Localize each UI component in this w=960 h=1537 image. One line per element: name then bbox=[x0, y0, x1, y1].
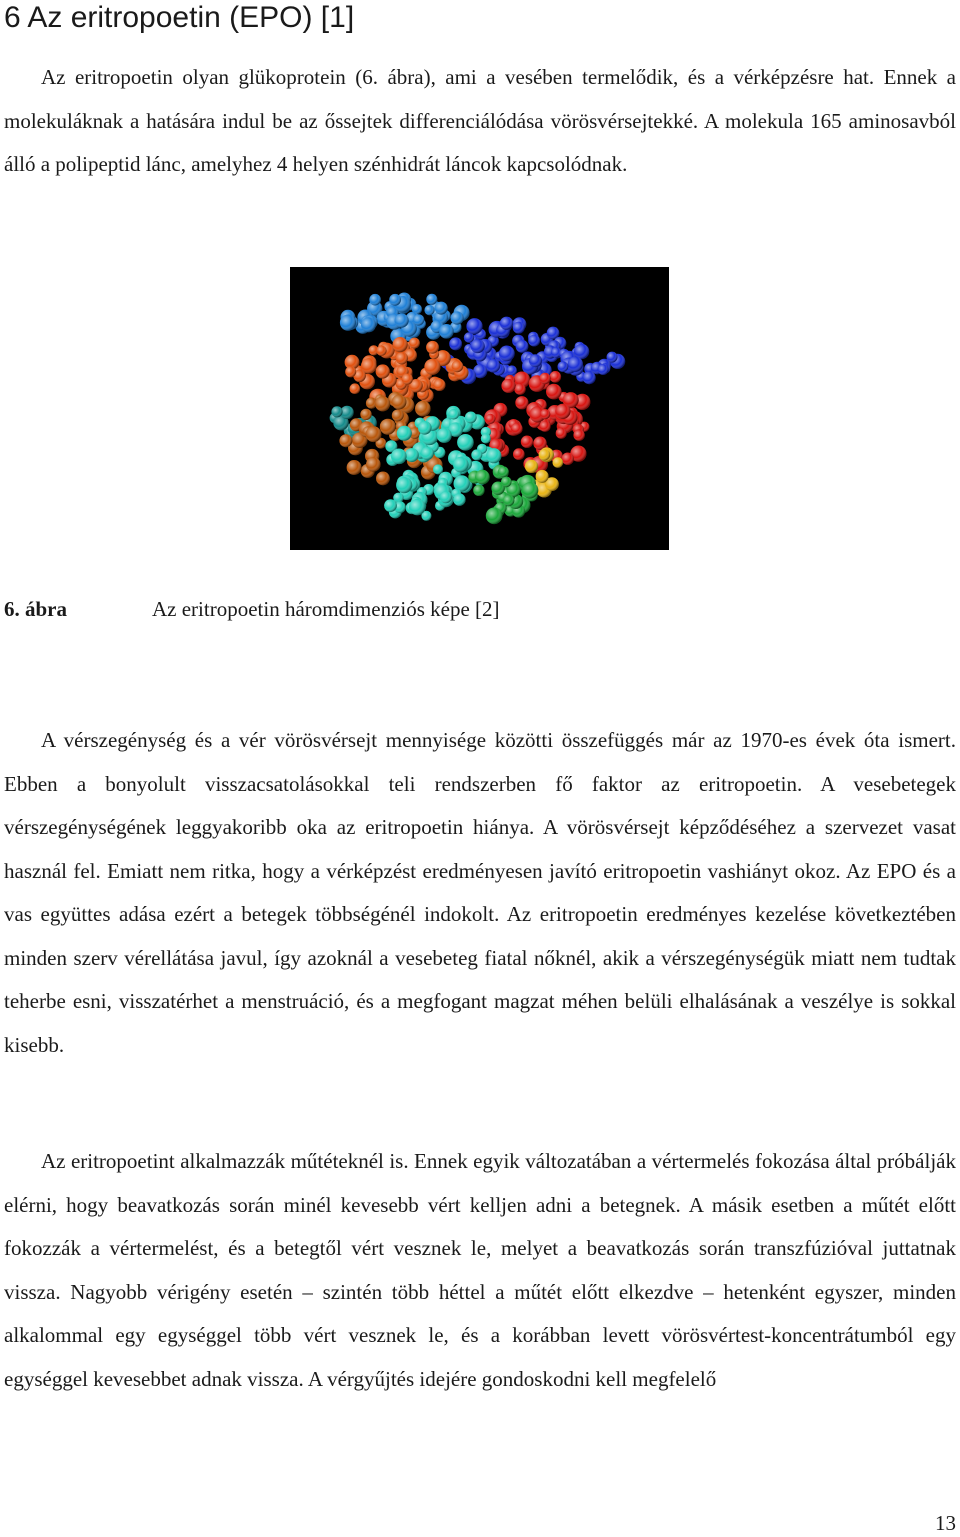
atom-highlight bbox=[409, 499, 425, 515]
atom-highlight bbox=[451, 311, 464, 324]
atom-highlight bbox=[507, 365, 517, 375]
atom-highlight bbox=[339, 434, 352, 447]
atom-highlight bbox=[486, 508, 503, 525]
atom-highlight bbox=[360, 409, 371, 420]
atom-highlight bbox=[453, 493, 465, 505]
atom-highlight bbox=[500, 317, 513, 330]
atom-highlight bbox=[375, 396, 390, 411]
atom-highlight bbox=[486, 448, 501, 463]
atom-highlight bbox=[345, 366, 356, 377]
atom-highlight bbox=[471, 339, 485, 353]
atom-highlight bbox=[466, 318, 482, 334]
atom-highlight bbox=[598, 364, 609, 375]
atom-highlight bbox=[513, 448, 525, 460]
atom-highlight bbox=[421, 447, 434, 460]
atom-highlight bbox=[396, 352, 408, 364]
atom-highlight bbox=[525, 460, 538, 473]
atom-highlight bbox=[331, 406, 342, 417]
atom-highlight bbox=[418, 421, 432, 435]
atom-highlight bbox=[516, 340, 529, 353]
atom-highlight bbox=[376, 472, 390, 486]
atom-highlight bbox=[513, 322, 525, 334]
atom-highlight bbox=[369, 294, 381, 306]
molecule-image bbox=[290, 267, 669, 550]
atom-highlight bbox=[449, 337, 462, 350]
atom-highlight bbox=[539, 449, 551, 461]
atom-highlight bbox=[384, 499, 397, 512]
atom-highlight bbox=[487, 359, 501, 373]
paragraph-anemia-text: A vérszegénység és a vér vörösvérsejt mennyisége közötti összefüggés már az 1970-es évek óta ismert. Ebben a bonyolult visszacsatolásokkal teli rendszerben fő faktor az eritropoetin. A vesebetegek vérszegénységének leggyakoribb oka az eritropoetin hiánya. A vörösvérsejt képződéséhez a szervezet vasat használ fel. Emiatt nem ritka, hogy a vérképzést eredményesen javító eritropoetin vashiányt okoz. Az EPO és a vas együttes adása ezért a betegek többségénél indokolt. Az eritropoetin eredményes kezelése következtében minden szerv vérellátása javul, így azoknál a vesebeteg fiatal nőknél, akik a vérszegénységük miatt nem tudtak teherbe esni, visszatérhet a menstruáció, és a megfogant magzat méhen belüli elhalásának a veszélye is sokkal kisebb. bbox=[4, 728, 956, 1057]
atom-highlight bbox=[481, 434, 491, 444]
atom-highlight bbox=[558, 361, 569, 372]
paragraph-intro-text: Az eritropoetin olyan glükoprotein (6. ábra), ami a vesében termelődik, és a vérképzésre hat. Ennek a molekuláknak a hatására indul be az őssejtek differenciálódása vörösvérsejtekké. A molekula 165 aminosavból álló a polipeptid lánc, amelyhez 4 helyen szénhidrát láncok kapcsolódnak. bbox=[4, 65, 956, 176]
atom-highlight bbox=[553, 457, 564, 468]
atom-highlight bbox=[413, 314, 424, 325]
page-number: 13 bbox=[935, 1511, 956, 1535]
atom-highlight bbox=[393, 337, 408, 352]
atom-highlight bbox=[439, 324, 454, 339]
atom-highlight bbox=[471, 449, 482, 460]
atom-highlight bbox=[498, 466, 509, 477]
figure-number: 6. ábra bbox=[4, 597, 67, 621]
atom-highlight bbox=[528, 335, 540, 347]
atom-highlight bbox=[366, 457, 381, 472]
atom-highlight bbox=[405, 448, 419, 462]
atom-highlight bbox=[433, 379, 445, 391]
atom-highlight bbox=[583, 371, 596, 384]
atom-highlight bbox=[503, 495, 514, 506]
atom-highlight bbox=[485, 414, 495, 424]
atom-highlight bbox=[437, 428, 452, 443]
atom-highlight bbox=[511, 423, 523, 435]
atom-highlight bbox=[539, 373, 550, 384]
atom-highlight bbox=[515, 396, 528, 409]
atom-highlight bbox=[366, 426, 382, 442]
atom-highlight bbox=[536, 470, 549, 483]
atom-highlight bbox=[389, 294, 401, 306]
atom-highlight bbox=[350, 383, 361, 394]
atom-highlight bbox=[376, 346, 386, 356]
figure-caption-text: Az eritropoetin háromdimenziós képe [2] bbox=[152, 597, 500, 621]
atom-highlight bbox=[424, 305, 434, 315]
atom-highlight bbox=[529, 354, 542, 367]
atom-highlight bbox=[546, 384, 562, 400]
atom-highlight bbox=[465, 412, 477, 424]
atom-highlight bbox=[347, 460, 362, 475]
atom-highlight bbox=[453, 457, 469, 473]
atom-highlight bbox=[409, 338, 420, 349]
atom-highlight bbox=[539, 421, 550, 432]
atom-highlight bbox=[499, 346, 515, 362]
atom-highlight bbox=[473, 485, 484, 496]
figure-epo-molecule bbox=[290, 267, 669, 550]
atom-highlight bbox=[376, 364, 390, 378]
atom-highlight bbox=[395, 314, 409, 328]
atom-highlight bbox=[452, 361, 464, 373]
atom-highlight bbox=[435, 302, 448, 315]
paragraph-intro bbox=[4, 56, 956, 187]
atom-highlight bbox=[396, 477, 412, 493]
figure-caption bbox=[4, 588, 500, 631]
paragraph-surgery bbox=[4, 1140, 956, 1401]
atom-highlight bbox=[562, 453, 574, 465]
atom-highlight bbox=[426, 294, 437, 305]
atom-highlight bbox=[361, 317, 376, 332]
atom-highlight bbox=[424, 359, 440, 375]
atom-highlight bbox=[521, 436, 533, 448]
atom-highlight bbox=[402, 374, 413, 385]
atom-highlight bbox=[449, 409, 460, 420]
atom-highlight bbox=[475, 470, 490, 485]
atom-highlight bbox=[556, 428, 567, 439]
atom-highlight bbox=[540, 409, 550, 419]
section-heading: 6 Az eritropoetin (EPO) [1] bbox=[4, 1, 355, 34]
atom-highlight bbox=[392, 409, 404, 421]
atom-highlight bbox=[433, 464, 443, 474]
atom-highlight bbox=[340, 315, 356, 331]
atom-highlight bbox=[568, 357, 583, 372]
atom-highlight bbox=[397, 426, 412, 441]
atom-highlight bbox=[392, 395, 407, 410]
atom-highlight bbox=[522, 482, 538, 498]
atom-highlight bbox=[514, 383, 525, 394]
atom-highlight bbox=[501, 379, 515, 393]
atom-highlight bbox=[440, 491, 452, 503]
atom-highlight bbox=[555, 404, 570, 419]
paragraph-surgery-text: Az eritropoetint alkalmazzák műtéteknél is. Ennek egyik változatában a vértermelés fokozása által próbálják elérni, hogy beavatkozás során minél kevesebb vért kelljen adni a betegnek. A másik esetben a műtét előtt fokozzák a vértermelést, és a betegtől vért vesznek le, melyet a beavatkozás során transzfúzióval juttatnak vissza. Nagyobb vérigény esetén – szintén több héttel a műtét előtt elkezdve – hetenként egyszer, minden alkalommal egy egységgel több vért vesznek le, és a korábban levett vörösvértest-koncentrátumból egy egységgel kevesebbet adnak vissza. A vérgyűjtés idejére gondoskodni kell megfelelő bbox=[4, 1149, 956, 1391]
atom-highlight bbox=[380, 419, 396, 435]
atom-highlight bbox=[550, 371, 562, 383]
atom-highlight bbox=[501, 477, 512, 488]
atom-highlight bbox=[415, 401, 431, 417]
atom-highlight bbox=[457, 434, 474, 451]
atom-highlight bbox=[573, 429, 584, 440]
atom-highlight bbox=[426, 341, 439, 354]
paragraph-anemia bbox=[4, 719, 956, 1067]
atom-highlight bbox=[391, 449, 407, 465]
